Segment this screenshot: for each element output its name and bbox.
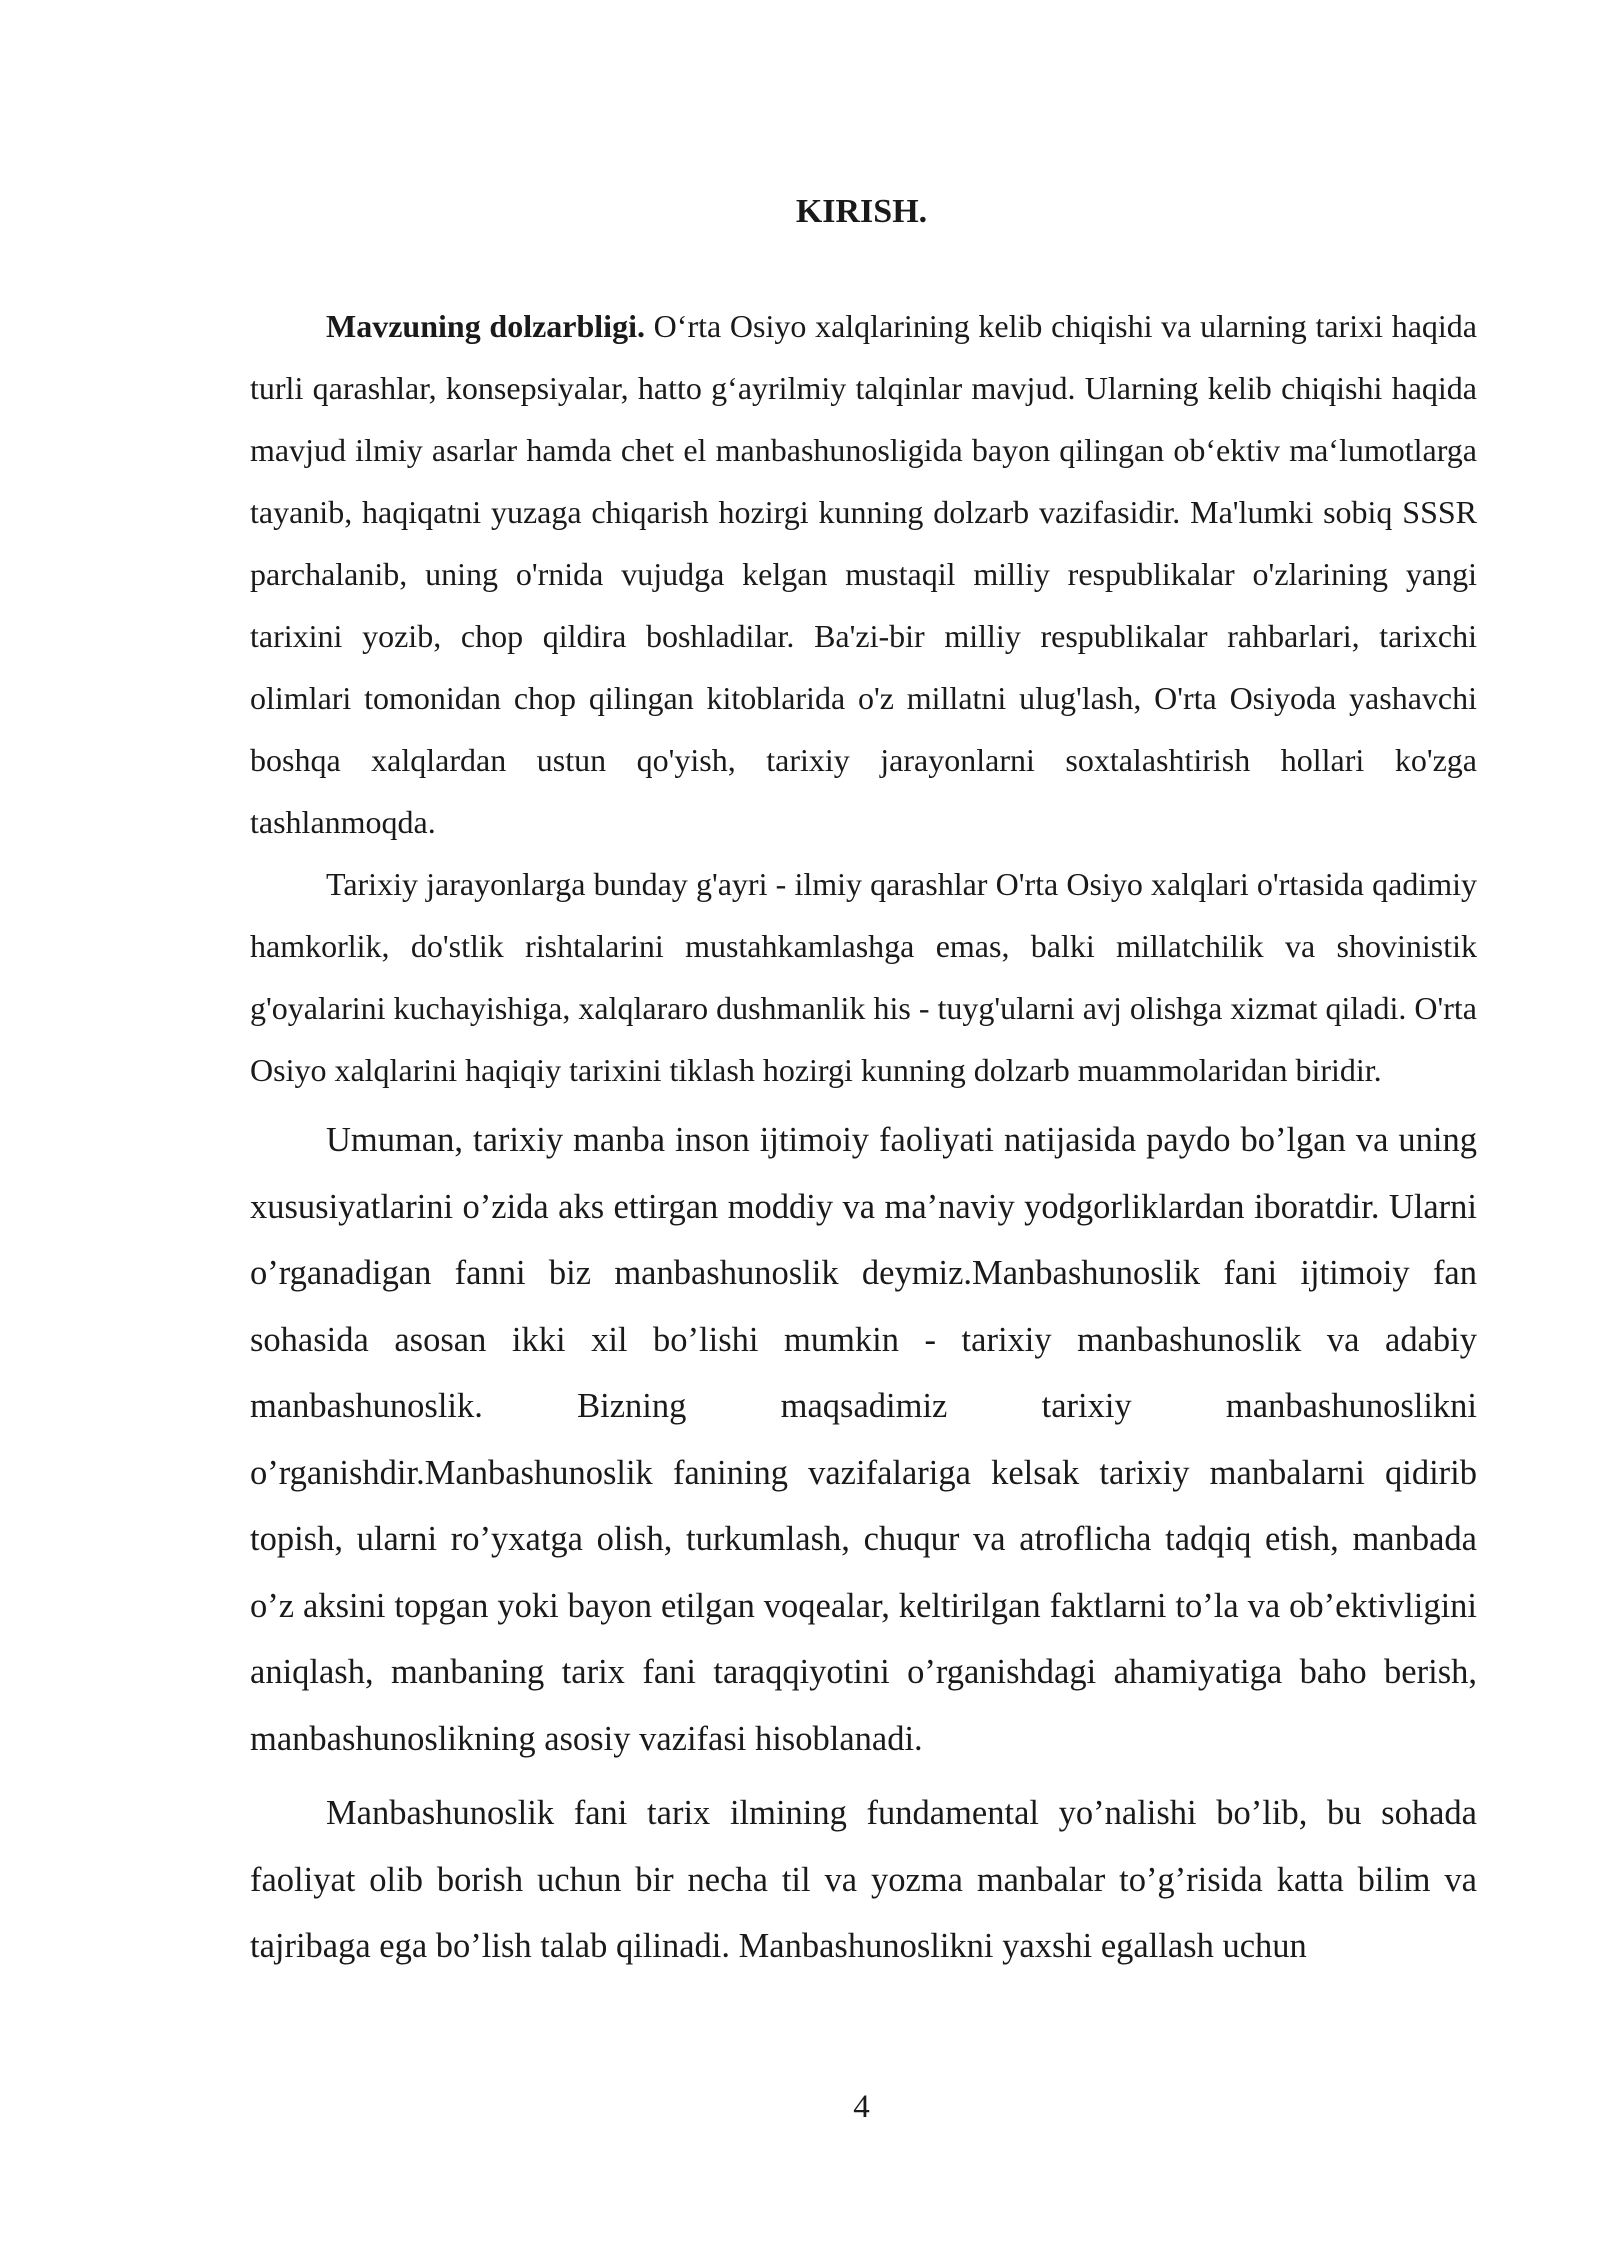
- paragraph-lead: Mavzuning dolzarbligi.: [326, 308, 645, 344]
- section-heading: KIRISH.: [795, 193, 928, 230]
- page-number: 4: [853, 2089, 870, 2125]
- paragraph-historical-views: Tarixiy jarayonlarga bunday g'ayri - ilmiy qarashlar O'rta Osiyo xalqlari o'rtasida qadimiy hamkorlik, do'stlik rishtalarini mustahkamlashga emas, balki millatchilik va shovinistik g'oyalarini kuchayishiga, xalqlararo dushmanlik his - tuyg'ularni avj olishga xizmat qiladi. O'rta Osiyo xalqlarini haqiqiy tarixini tiklash hozirgi kunning dolzarb muammolaridan biridir.: [250, 866, 1477, 1088]
- paragraph-text: O‘rta Osiyo xalqlarining kelib chiqishi va ularning tarixi haqida turli qarashlar, konsepsiyalar, hatto g‘ayrilmiy talqinlar mavjud. Ularning kelib chiqishi haqida mavjud ilmiy asarlar hamda chet el manbashunosligida bayon qilingan ob‘ektiv ma‘lumotlarga tayanib, haqiqatni yuzaga chiqarish hozirgi kunning dolzarb vazifasidir. Ma'lumki sobiq SSSR parchalanib, uning o'rnida vujudga kelgan mustaqil milliy respublikalar o'zlarining yangi tarixini yozib, chop qildira boshladilar. Ba'zi-bir milliy respublikalar rahbarlari, tarixchi olimlari tomonidan chop qilingan kitoblarida o'z millatni ulug'lash, O'rta Osiyoda yashavchi boshqa xalqlardan ustun qo'yish, tarixiy jarayonlarni soxtalashtirish hollari ko'zga tashlanmoqda.: [250, 308, 1478, 840]
- paragraph-fundamental-direction: Manbashunoslik fani tarix ilmining fundamental yo’nalishi bo’lib, bu sohada faoliyat olib borish uchun bir necha til va yozma manbalar to’g’risida katta bilim va tajribaga ega bo’lish talab qilinadi. Manbashunoslikni yaxshi egallash uchun: [250, 1794, 1477, 1965]
- paragraph-source-studies: Umuman, tarixiy manba inson ijtimoiy faoliyati natijasida paydo bo’lgan va uning xususiyatlarini o’zida aks ettirgan moddiy va ma’naviy yodgorliklardan iboratdir. Ularni o’rganadigan fanni biz manbashunoslik deymiz.Manbashunoslik fani ijtimoiy fan sohasida asosan ikki xil bo’lishi mumkin - tarixiy manbashunoslik va adabiy manbashunoslik. Bizning maqsadimiz tarixiy manbashunoslikni o’rganishdir.Manbashunoslik fanining vazifalariga kelsak tarixiy manbalarni qidirib topish, ularni ro’yxatga olish, turkumlash, chuqur va atroflicha tadqiq etish, manbada o’z aksini topgan yoki bayon etilgan voqealar, keltirilgan faktlarni to’la va ob’ektivligini aniqlash, manbaning tarix fani taraqqiyotini o’rganishdagi ahamiyatiga baho berish, manbashunoslikning asosiy vazifasi hisoblanadi.: [250, 1121, 1477, 1758]
- body-text: [250, 295, 1477, 1980]
- paragraph-relevance: [250, 295, 1477, 853]
